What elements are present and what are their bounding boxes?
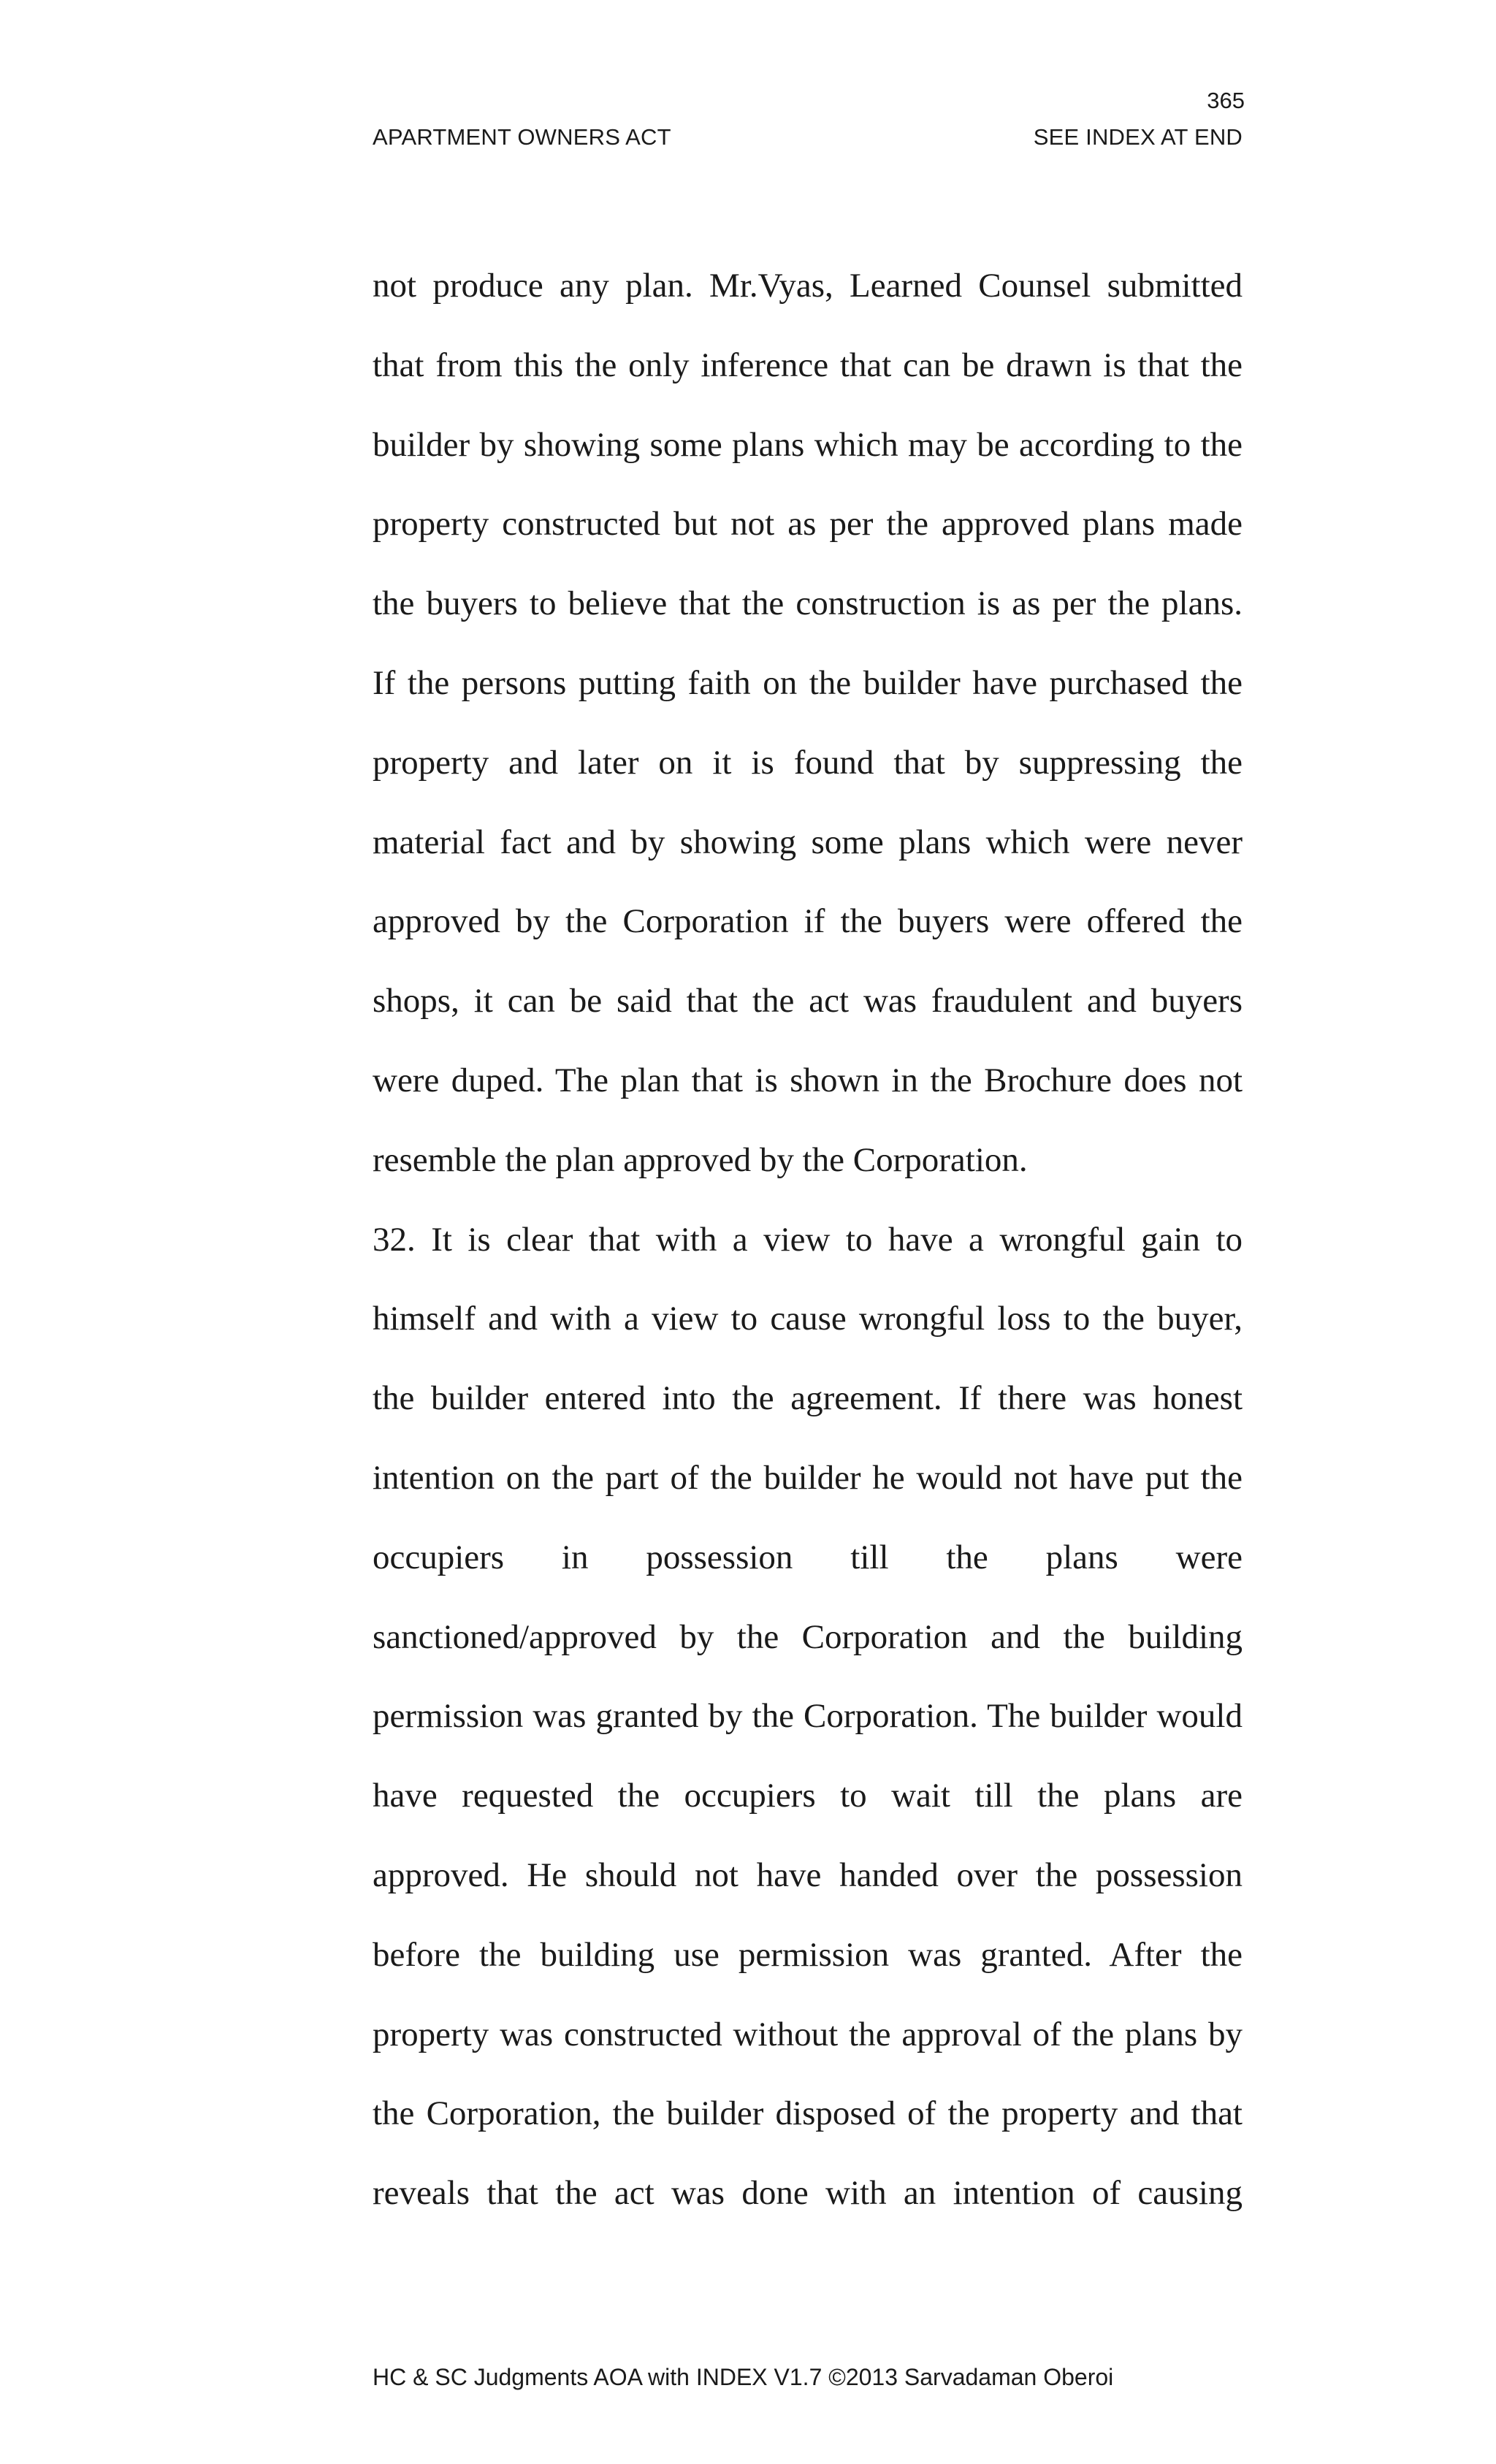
text-line: property and later on it is found that by suppressing the	[373, 743, 1243, 782]
running-header-index-note: SEE INDEX AT END	[1033, 124, 1243, 150]
paragraph-32-start-line: 32. It is clear that with a view to have a wrongful gain to	[373, 1220, 1243, 1259]
text-line: shops, it can be said that the act was fraudulent and buyers	[373, 982, 1243, 1021]
text-line: occupiers in possession till the plans were	[373, 1538, 1243, 1576]
text-line: have requested the occupiers to wait till the plans are	[373, 1777, 1243, 1815]
text-line: reveals that the act was done with an intention of causing	[373, 2174, 1243, 2213]
text-line: approved by the Corporation if the buyers were offered the	[373, 902, 1243, 941]
judgment-body-text	[373, 261, 1243, 2248]
text-line: builder by showing some plans which may be according to the	[373, 425, 1243, 464]
text-line: not produce any plan. Mr.Vyas, Learned Counsel submitted	[373, 267, 1243, 305]
running-header-title: APARTMENT OWNERS ACT	[373, 124, 671, 150]
text-line: material fact and by showing some plans which were never	[373, 823, 1243, 861]
text-line: permission was granted by the Corporation. The builder would	[373, 1697, 1243, 1736]
text-line: the buyers to believe that the construction is as per the plans.	[373, 584, 1243, 623]
footer-copyright: HC & SC Judgments AOA with INDEX V1.7 ©2013 Sarvadaman Oberoi	[373, 2364, 1114, 2390]
text-line: approved. He should not have handed over the possession	[373, 1855, 1243, 1894]
text-line: sanctioned/approved by the Corporation and the building	[373, 1617, 1243, 1656]
text-line: property was constructed without the approval of the plans by	[373, 2015, 1243, 2053]
paragraph-end-line: resemble the plan approved by the Corporation.	[373, 1140, 1028, 1179]
text-line: the builder entered into the agreement. If there was honest	[373, 1379, 1243, 1418]
text-line: before the building use permission was granted. After the	[373, 1935, 1243, 1974]
text-line: himself and with a view to cause wrongful loss to the buyer,	[373, 1300, 1243, 1338]
text-line: were duped. The plan that is shown in the Brochure does not	[373, 1061, 1243, 1099]
text-line: property constructed but not as per the approved plans made	[373, 505, 1243, 543]
page-number: 365	[1207, 88, 1245, 113]
text-line: that from this the only inference that can be drawn is that the	[373, 346, 1243, 384]
text-line: If the persons putting faith on the builder have purchased the	[373, 663, 1243, 702]
text-line: intention on the part of the builder he would not have put the	[373, 1458, 1243, 1497]
text-line: the Corporation, the builder disposed of the property and that	[373, 2094, 1243, 2133]
